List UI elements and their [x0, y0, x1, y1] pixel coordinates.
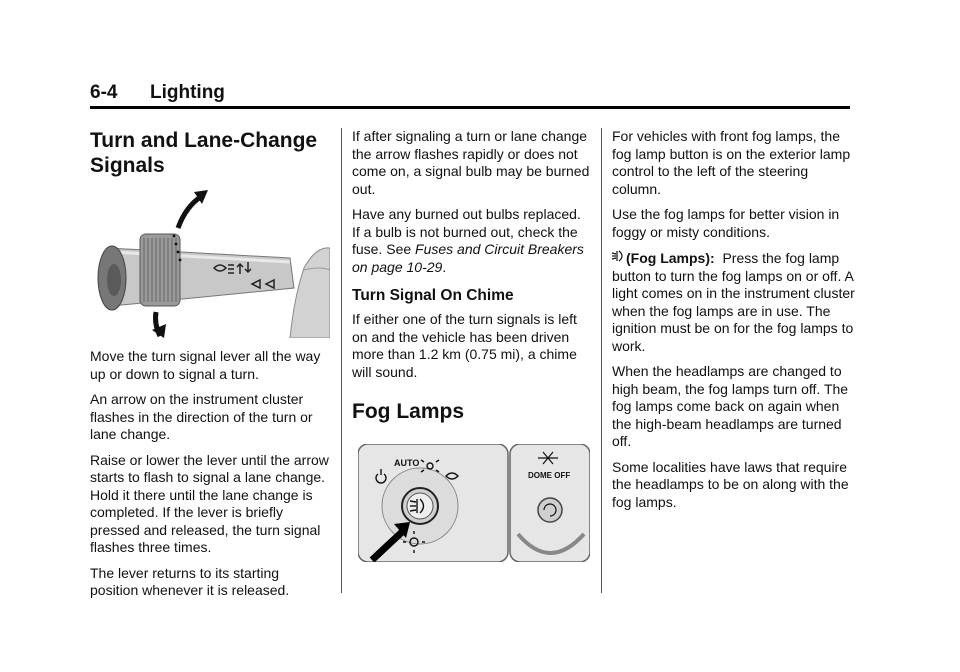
page-header [90, 82, 850, 109]
exterior-lamp-control-figure [358, 444, 590, 562]
heading-turn-signals: Turn and Lane-Change Signals [90, 129, 318, 177]
paragraph: For vehicles with front fog lamps, the fog lamp button is on the exterior lamp control to the left of the steering column. [612, 128, 851, 197]
cross-reference-link[interactable]: Fuses and Circuit Breakers on page 10-29 [352, 241, 584, 275]
auto-label: AUTO [394, 458, 420, 468]
column-1 [90, 128, 330, 608]
paragraph: If either one of the turn signals is left on and the vehicle has been driven more than 1.2 km (0.75 mi), a chime will sound. [352, 311, 577, 380]
fog-lamps-label: (Fog Lamps): [626, 250, 715, 266]
column-3 [612, 128, 856, 519]
paragraph: Have any burned out bulbs replaced. If a bulb is not burned out, check the fuse. See Fuses and Circuit Breakers on page 10-29. [352, 206, 584, 275]
paragraph: Raise or lower the lever until the arrow starts to flash to signal a lane change. Hold it there until the lane change is completed. If the lever is briefly pressed and released, the turn signal flashes three times. [90, 451, 329, 555]
page-number: 6-4 [90, 82, 118, 103]
heading-fog-lamps: Fog Lamps [352, 400, 465, 423]
paragraph: When the headlamps are changed to high beam, the fog lamps turn off. The fog lamps come back on again when the high-beam headlamps are turned off. [612, 363, 849, 449]
paragraph: Move the turn signal lever all the way up or down to signal a turn. [90, 348, 321, 382]
dome-off-label: DOME OFF [528, 471, 571, 480]
paragraph: (Fog Lamps): Press the fog lamp button to turn the fog lamps on or off. A light comes on in the instrument cluster when the fog lamps are in use. The ignition must be on for the fog lamps to work. [612, 250, 855, 354]
column-divider-1 [341, 128, 342, 593]
paragraph: Some localities have laws that require the headlamps to be on along with the fog lamps. [612, 458, 849, 510]
heading-turn-signal-chime: Turn Signal On Chime [352, 287, 514, 304]
paragraph: An arrow on the instrument cluster flashes in the direction of the turn or lane change. [90, 391, 313, 442]
section-title: Lighting [150, 82, 225, 103]
paragraph: If after signaling a turn or lane change the arrow flashes rapidly or does not come on, a signal bulb may be burned out. [352, 128, 590, 197]
column-divider-2 [601, 128, 602, 593]
column-2 [352, 128, 592, 572]
turn-signal-lever-figure [90, 188, 330, 338]
paragraph: Use the fog lamps for better vision in foggy or misty conditions. [612, 206, 840, 240]
fog-lamp-icon [612, 249, 626, 263]
paragraph: The lever returns to its starting position whenever it is released. [90, 564, 290, 598]
